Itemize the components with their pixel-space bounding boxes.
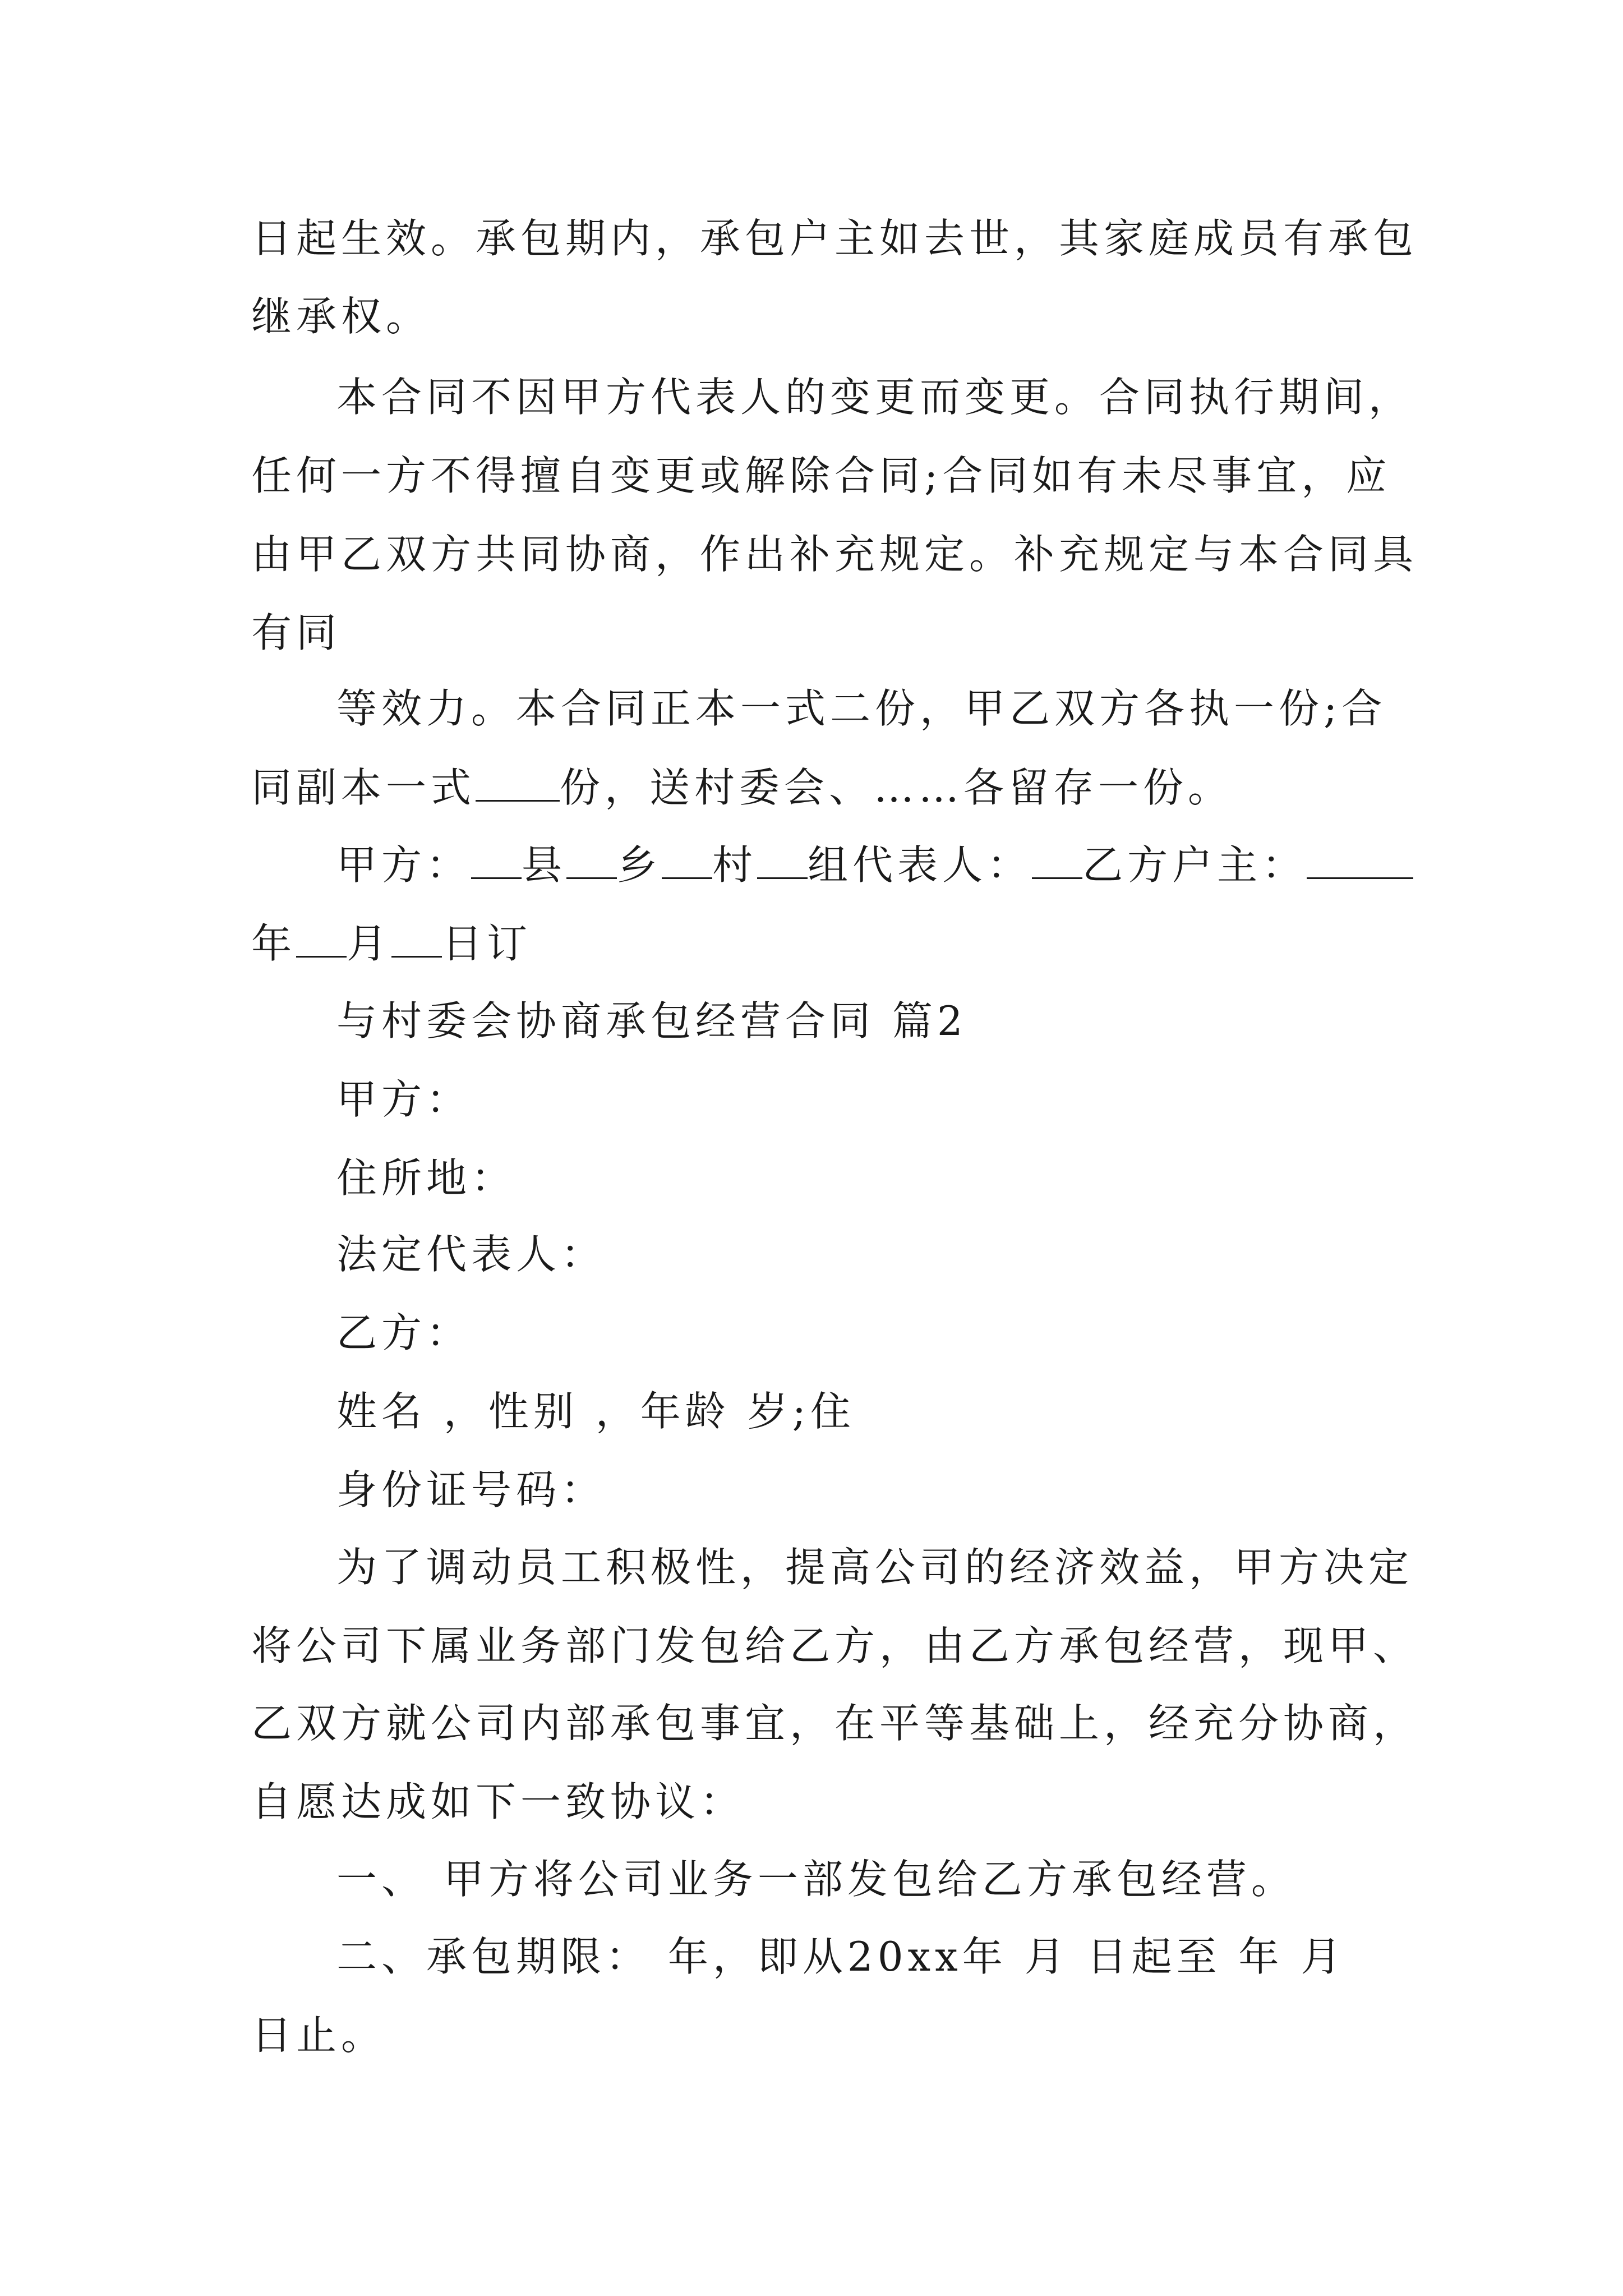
line-text: 份，送村委会、……各留存一份。 [560, 764, 1233, 811]
line-text: 同副本一式 [251, 764, 476, 811]
field-label: 身份证号码： [336, 1466, 606, 1513]
signature-line [336, 838, 1413, 892]
paragraph-line: 为了调动员工积极性，提高公司的经济效益，甲方决定 [336, 1544, 1414, 1591]
line-text: 甲方： [336, 841, 472, 889]
paragraph-line: 自愿达成如下一致协议： [251, 1778, 745, 1825]
line-text: 月 [347, 920, 392, 967]
line-text: 县 [522, 841, 567, 889]
section-heading: 与村委会协商承包经营合同 篇2 [336, 997, 967, 1045]
line-text: 组代表人： [808, 841, 1032, 889]
line-text: 乙方户主： [1082, 841, 1307, 889]
field-label: 法定代表人： [336, 1231, 606, 1278]
paragraph-line: 日起生效。承包期内，承包户主如去世，其家庭成员有承包 [251, 215, 1418, 262]
fill-in-blank [566, 838, 617, 879]
line-text: 年 [251, 920, 297, 967]
paragraph-line: 将公司下属业务部门发包给乙方，由乙方承包经营，现甲、 [251, 1622, 1418, 1669]
field-label: 姓名 ，性别 ，年龄 岁;住 [336, 1388, 855, 1435]
fill-in-blank [757, 838, 808, 879]
field-label: 甲方： [336, 1076, 472, 1123]
field-label: 住所地： [336, 1154, 517, 1202]
date-line [251, 917, 532, 970]
fill-in-blank [662, 838, 712, 879]
line-text: 村 [712, 841, 758, 889]
paragraph-line: 有同 [251, 609, 342, 656]
fill-in-blank [476, 761, 560, 802]
line-text: 乡 [617, 841, 662, 889]
fill-in-blank [296, 917, 347, 958]
fill-in-blank [471, 838, 522, 879]
paragraph-line: 任何一方不得擅自变更或解除合同;合同如有未尽事宜，应 [251, 452, 1391, 499]
paragraph-line: 本合同不因甲方代表人的变更而变更。合同执行期间， [336, 374, 1414, 421]
paragraph-line: 继承权。 [251, 293, 431, 340]
fill-in-blank [391, 917, 442, 958]
fill-in-blank [1307, 838, 1413, 879]
paragraph-line: 由甲乙双方共同协商，作出补充规定。补充规定与本合同具 [251, 531, 1418, 578]
paragraph-line: 乙双方就公司内部承包事宜，在平等基础上，经充分协商， [251, 1700, 1418, 1747]
paragraph-line: 日止。 [251, 2012, 386, 2059]
line-text: 日订 [442, 920, 532, 967]
paragraph-line: 等效力。本合同正本一式二份，甲乙双方各执一份;合 [336, 685, 1387, 732]
clause-line: 一、 甲方将公司业务一部发包给乙方承包经营。 [336, 1856, 1296, 1903]
fill-in-blank [1032, 838, 1082, 879]
paragraph-line [251, 761, 1233, 815]
field-label: 乙方： [336, 1309, 472, 1356]
clause-line: 二、承包期限： 年，即从20xx年 月 日起至 年 月 [336, 1933, 1346, 1980]
